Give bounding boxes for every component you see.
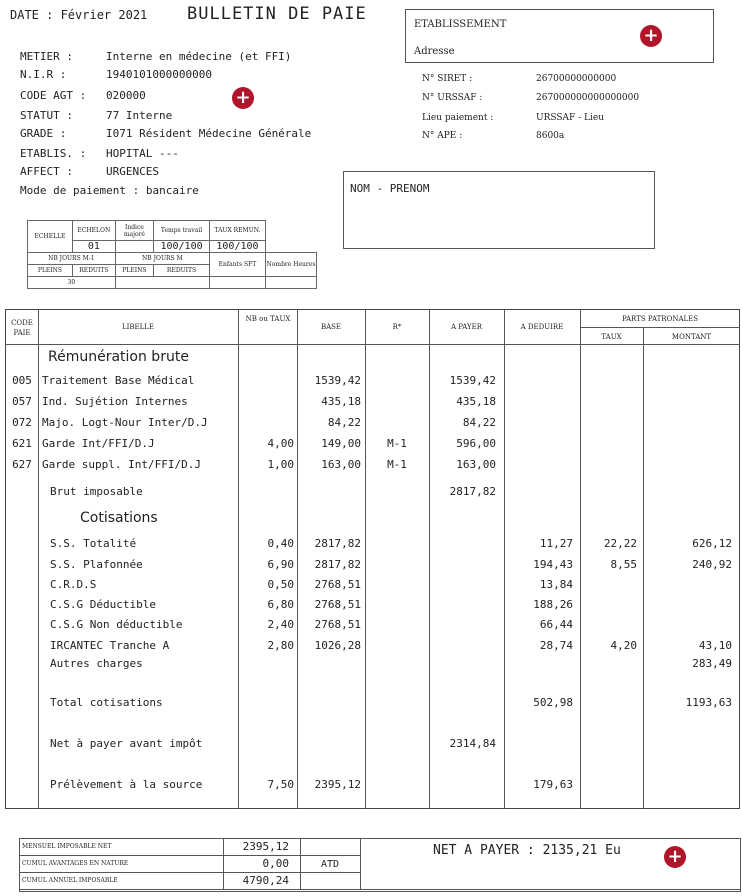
col-base: BASE (320, 323, 342, 331)
table-row (0, 485, 743, 505)
employee-label: AFFECT : (20, 165, 73, 178)
date-label: DATE : Février 2021 (10, 8, 148, 22)
page-title: BULLETIN DE PAIE (187, 4, 367, 24)
nb-cell: 6,90 (267, 558, 294, 571)
indice-header: Indice majoré (115, 221, 153, 241)
add-establishment-button[interactable]: + (640, 25, 662, 47)
libelle-cell: Ind. Sujétion Internes (42, 395, 188, 408)
table-row (0, 537, 743, 557)
base-cell: 2395,12 (314, 778, 361, 791)
deduct-cell: 502,98 (533, 696, 573, 709)
establishment-box (405, 9, 714, 63)
nb-cell: 2,40 (267, 618, 294, 631)
deduct-cell: 66,44 (539, 618, 573, 631)
libelle-cell: Garde suppl. Int/FFI/D.J (42, 458, 201, 471)
base-cell: 2817,82 (314, 537, 361, 550)
echelle-header: ECHELLE (28, 221, 73, 253)
nb-cell: 0,50 (267, 578, 294, 591)
table-row (0, 558, 743, 578)
table-row (0, 618, 743, 638)
libelle-cell: Garde Int/FFI/D.J (42, 437, 155, 450)
table-row (0, 437, 743, 457)
establishment-info-label: N° SIRET : (422, 74, 473, 84)
pay-cell: 1539,42 (449, 374, 496, 387)
pay-cell: 2314,84 (449, 737, 496, 750)
pay-cell: 163,00 (456, 458, 496, 471)
mensuel-label: MENSUEL IMPOSABLE NET (22, 843, 112, 850)
pay-cell: 435,18 (456, 395, 496, 408)
base-cell: 149,00 (321, 437, 361, 450)
nb-cell: 0,40 (267, 537, 294, 550)
col-montant: MONTANT (671, 333, 712, 341)
establishment-info-value: 267000000000000000 (536, 93, 640, 103)
code-cell: 621 (12, 437, 32, 450)
libelle-cell: C.S.G Déductible (50, 598, 156, 611)
libelle-cell: Autres charges (50, 657, 143, 670)
annuel-label: CUMUL ANNUEL IMPOSABLE (22, 877, 118, 884)
table-row (0, 778, 743, 798)
net-a-payer: NET A PAYER : 2135,21 Eu (433, 843, 621, 858)
taux-header: TAUX REMUN. (210, 221, 266, 241)
col-a-payer: A PAYER (450, 323, 483, 331)
establishment-name: ETABLISSEMENT (414, 19, 507, 30)
col-a-deduire: A DEDUIRE (520, 323, 564, 331)
temps-value: 100/100 (154, 241, 210, 253)
nb-cell: 4,00 (267, 437, 294, 450)
payment-mode: Mode de paiement : bancaire (20, 184, 199, 197)
deduct-cell: 188,26 (533, 598, 573, 611)
col-r: R* (392, 323, 402, 331)
base-cell: 163,00 (321, 458, 361, 471)
pay-cell: 596,00 (456, 437, 496, 450)
libelle-cell: C.R.D.S (50, 578, 97, 591)
table-row (0, 696, 743, 716)
reduits-m: REDUITS (154, 265, 210, 277)
deduct-cell: 11,27 (539, 537, 573, 550)
col-nb: NB ou TAUX (245, 315, 291, 323)
col-code: CODE PAIE (11, 319, 33, 337)
libelle-cell: Rémunération brute (48, 349, 189, 365)
table-row (0, 351, 743, 371)
table-row (0, 639, 743, 659)
atd-label: ATD (320, 859, 340, 870)
add-net-button[interactable]: + (664, 846, 686, 868)
annuel-value: 4790,24 (242, 874, 289, 887)
libelle-cell: S.S. Plafonnée (50, 558, 143, 571)
montant-cell: 240,92 (692, 558, 732, 571)
pay-cell: 84,22 (462, 416, 496, 429)
mensuel-value: 2395,12 (242, 840, 289, 853)
libelle-cell: Cotisations (80, 510, 158, 526)
heures-header: Nombre Heures (265, 253, 316, 277)
establishment-info-label: N° APE : (422, 131, 463, 141)
employee-value: 1940101000000000 (106, 68, 212, 81)
employee-value: I071 Résident Médecine Générale (106, 127, 312, 140)
base-cell: 2768,51 (314, 578, 361, 591)
code-cell: 072 (12, 416, 32, 429)
base-cell: 435,18 (321, 395, 361, 408)
table-row (0, 737, 743, 757)
code-cell: 005 (12, 374, 32, 387)
code-cell: 057 (12, 395, 32, 408)
libelle-cell: IRCANTEC Tranche A (50, 639, 170, 652)
employee-value: Interne en médecine (et FFI) (106, 50, 292, 63)
code-cell: 627 (12, 458, 32, 471)
montant-cell: 283,49 (692, 657, 732, 670)
nb-cell: 2,80 (267, 639, 294, 652)
taux-cell: 4,20 (610, 639, 637, 652)
table-row (0, 578, 743, 598)
table-row (0, 416, 743, 436)
employee-label: ETABLIS. : (20, 147, 87, 160)
employee-label: GRADE : (20, 127, 67, 140)
base-cell: 1539,42 (314, 374, 361, 387)
establishment-info-label: Lieu paiement : (422, 113, 494, 123)
employee-value: URGENCES (106, 165, 159, 178)
temps-header: Temps travail (154, 221, 210, 241)
nb-cell: 1,00 (267, 458, 294, 471)
echelon-header: ECHELON (72, 221, 115, 241)
nb-jours-m1: NB JOURS M-1 (28, 253, 116, 265)
libelle-cell: Majo. Logt-Nour Inter/D.J (42, 416, 208, 429)
table-row (0, 458, 743, 478)
deduct-cell: 179,63 (533, 778, 573, 791)
r-cell: M-1 (387, 458, 407, 471)
r-cell: M-1 (387, 437, 407, 450)
table-row (0, 374, 743, 394)
libelle-cell: Traitement Base Médical (42, 374, 195, 387)
table-row (0, 657, 743, 677)
base-cell: 2817,82 (314, 558, 361, 571)
nb-jours-m: NB JOURS M (115, 253, 209, 265)
nb-cell: 7,50 (267, 778, 294, 791)
add-employee-button[interactable]: + (232, 87, 254, 109)
employee-value: 77 Interne (106, 109, 173, 122)
libelle-cell: Total cotisations (50, 696, 163, 709)
table-row (0, 512, 743, 532)
deduct-cell: 194,43 (533, 558, 573, 571)
pleins-value: 30 (28, 277, 116, 289)
avantages-value: 0,00 (262, 857, 289, 870)
pay-cell: 2817,82 (449, 485, 496, 498)
avantages-label: CUMUL AVANTAGES EN NATURE (22, 860, 129, 867)
taux-cell: 8,55 (610, 558, 637, 571)
montant-cell: 1193,63 (685, 696, 732, 709)
taux-cell: 22,22 (603, 537, 637, 550)
base-cell: 1026,28 (314, 639, 361, 652)
base-cell: 2768,51 (314, 618, 361, 631)
col-libelle: LIBELLE (121, 323, 155, 331)
col-parts-patronales: PARTS PATRONALES (621, 315, 699, 323)
enfants-header: Enfants SFT (210, 253, 266, 277)
grade-table (27, 220, 317, 289)
reduits-m1: REDUITS (72, 265, 115, 277)
pleins-m1: PLEINS (28, 265, 73, 277)
table-row (0, 598, 743, 618)
establishment-info-label: N° URSSAF : (422, 93, 483, 103)
montant-cell: 626,12 (692, 537, 732, 550)
libelle-cell: Prélèvement à la source (50, 778, 203, 791)
employee-label: N.I.R : (20, 68, 67, 81)
base-cell: 84,22 (327, 416, 361, 429)
libelle-cell: Brut imposable (50, 485, 143, 498)
echelon-value: 01 (72, 241, 115, 253)
establishment-address: Adresse (414, 46, 455, 57)
name-value: NOM - PRENOM (350, 182, 430, 195)
employee-value: HOPITAL --- (106, 147, 179, 160)
col-taux: TAUX (601, 333, 622, 341)
libelle-cell: C.S.G Non déductible (50, 618, 183, 631)
deduct-cell: 28,74 (539, 639, 573, 652)
base-cell: 2768,51 (314, 598, 361, 611)
taux-value: 100/100 (210, 241, 266, 253)
pleins-m: PLEINS (115, 265, 153, 277)
employee-value: 020000 (106, 89, 146, 102)
nb-cell: 6,80 (267, 598, 294, 611)
libelle-cell: S.S. Totalité (50, 537, 137, 550)
name-box (343, 171, 655, 249)
employee-label: CODE AGT : (20, 89, 87, 102)
establishment-info-value: 8600a (536, 131, 565, 141)
table-row (0, 395, 743, 415)
libelle-cell: Net à payer avant impôt (50, 737, 203, 750)
employee-label: STATUT : (20, 109, 73, 122)
establishment-info-value: 26700000000000 (536, 74, 617, 84)
deduct-cell: 13,84 (539, 578, 573, 591)
employee-label: METIER : (20, 50, 73, 63)
montant-cell: 43,10 (698, 639, 732, 652)
establishment-info-value: URSSAF - Lieu (536, 113, 605, 123)
